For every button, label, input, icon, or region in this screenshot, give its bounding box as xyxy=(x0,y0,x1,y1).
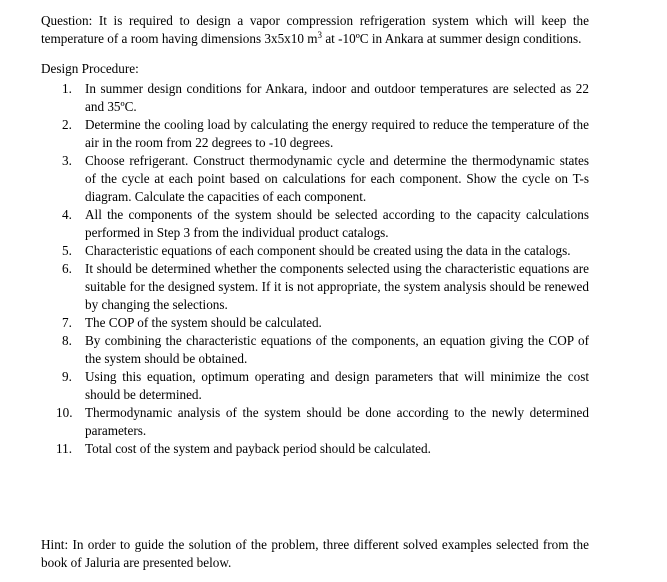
step-item-10 xyxy=(41,404,589,440)
step-number: 2. xyxy=(62,117,72,132)
step-number: 1. xyxy=(62,81,72,96)
step-text: In summer design conditions for Ankara, indoor and outdoor temperatures are selected as 22 and 35ºC. xyxy=(85,81,589,114)
step-number: 11. xyxy=(56,441,72,456)
step-text: The COP of the system should be calculated. xyxy=(85,315,322,330)
step-item-2 xyxy=(41,116,589,152)
step-item-3 xyxy=(41,152,589,206)
step-number: 5. xyxy=(62,243,72,258)
step-item-1 xyxy=(41,80,589,116)
step-number: 8. xyxy=(62,333,72,348)
step-item-6 xyxy=(41,260,589,314)
procedure-heading: Design Procedure: xyxy=(41,61,139,76)
step-item-9 xyxy=(41,368,589,404)
step-text: Thermodynamic analysis of the system should be done according to the newly determined parameters. xyxy=(85,405,589,438)
step-text: By combining the characteristic equations of the components, an equation giving the COP of the system should be obtained. xyxy=(85,333,589,366)
step-item-5 xyxy=(41,242,589,260)
step-number: 9. xyxy=(62,369,72,384)
step-text: Using this equation, optimum operating and design parameters that will minimize the cost should be determined. xyxy=(85,369,589,402)
step-item-7 xyxy=(41,314,589,332)
step-text: Characteristic equations of each component should be created using the data in the catalogs. xyxy=(85,243,571,258)
hint-paragraph: Hint: In order to guide the solution of the problem, three different solved examples selected from the book of Jaluria are presented below. xyxy=(41,537,589,570)
question-text-end: at -10ºC in Ankara at summer design conditions. xyxy=(322,31,582,46)
step-number: 7. xyxy=(62,315,72,330)
step-number: 6. xyxy=(62,261,72,276)
question-paragraph xyxy=(41,12,589,48)
step-item-11 xyxy=(41,440,589,458)
question-superscript: 3 xyxy=(317,30,323,40)
step-text: It should be determined whether the components selected using the characteristic equations are suitable for the designed system. If it is not appropriate, the system analysis should be renewed by changing the selections. xyxy=(85,261,589,312)
step-item-4 xyxy=(41,206,589,242)
step-text: Total cost of the system and payback period should be calculated. xyxy=(85,441,431,456)
question-text-start: Question: It is required to design a vapor compression refrigeration system which will keep the temperature of a room having dimensions 3x5x10 m xyxy=(41,13,589,46)
procedure-steps-list xyxy=(41,80,589,458)
step-text: All the components of the system should be selected according to the capacity calculations performed in Step 3 from the individual product catalogs. xyxy=(85,207,589,240)
step-number: 3. xyxy=(62,153,72,168)
step-number: 4. xyxy=(62,207,72,222)
step-text: Choose refrigerant. Construct thermodynamic cycle and determine the thermodynamic states of the cycle at each point based on calculations for each component. Show the cycle on T-s diagram. Calculate the capacities of each component. xyxy=(85,153,589,204)
document-page xyxy=(41,12,589,570)
step-number: 10. xyxy=(56,405,73,420)
step-text: Determine the cooling load by calculating the energy required to reduce the temperature of the air in the room from 22 degrees to -10 degrees. xyxy=(85,117,589,150)
step-item-8 xyxy=(41,332,589,368)
